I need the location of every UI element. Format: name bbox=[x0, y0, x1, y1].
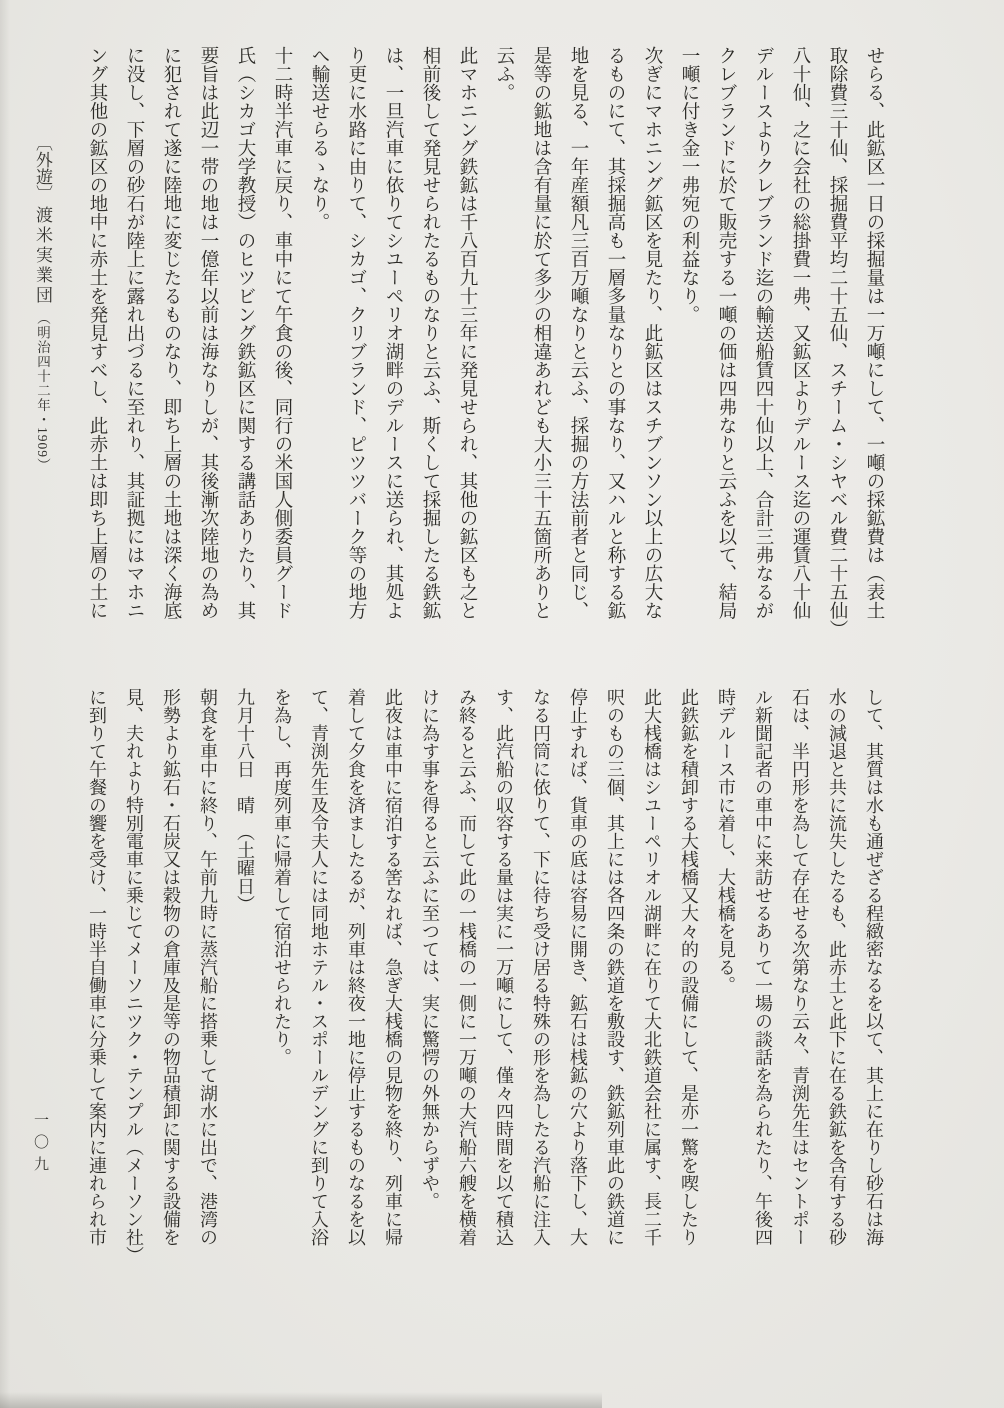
text-line: に到りて午餐の饗を受け、一時半自働車に分乗して案内に連れられ市 bbox=[87, 688, 107, 1246]
text-line: 水の減退と共に流失したるも、此赤土と此下に在る鉄鉱を含有する砂 bbox=[827, 688, 847, 1246]
text-line: 停止すれば、貨車の底は容易に開き、鉱石は桟鉱の穴より落下し、大 bbox=[568, 688, 588, 1246]
text-line: み終ると云ふ、而して此の一桟橋の一側に一万噸の大汽船六艘を横着 bbox=[457, 688, 477, 1246]
text-line: 此マホニング鉄鉱は千八百九十三年に発見せられ、其他の鉱区も之と bbox=[457, 46, 477, 620]
text-line: 相前後して発見せられたるものなりと云ふ、斯くして採掘したる鉄鉱 bbox=[420, 46, 440, 620]
bottom-text-block bbox=[78, 688, 892, 1274]
margin-label bbox=[22, 134, 62, 654]
text-line: 氏（シカゴ大学教授）のヒツビング鉄鉱区に関する講話ありたり、其 bbox=[235, 46, 255, 620]
text-line: 朝食を車中に終り、午前九時に蒸汽船に搭乗して湖水に出で、港湾の bbox=[198, 688, 218, 1246]
text-line: 取除費三十仙、採掘費平均二十五仙、スチーム・シヤベル費二十五仙） bbox=[827, 46, 847, 638]
text-line: 石は、半円形を為して存在せる次第なり云々、青渕先生はセントポー bbox=[790, 688, 810, 1246]
text-line: 要旨は此辺一帯の地は一億年以前は海なりしが、其後漸次陸地の為め bbox=[198, 46, 218, 620]
text-line: 地を見る、一年産額凡三百万噸なりと云ふ、採掘の方法前者と同じ、 bbox=[568, 46, 588, 620]
text-line: 形勢より鉱石・石炭又は穀物の倉庫及是等の物品積卸に関する設備を bbox=[161, 688, 181, 1246]
text-line: 時デルース市に着し、大桟橋を見る。 bbox=[716, 688, 736, 994]
text-line: へ輸送せらるゝなり。 bbox=[309, 46, 329, 231]
margin-book-title: 渡米実業団 bbox=[33, 206, 52, 307]
text-line: 呎のもの三個、其上には各四条の鉄道を敷設す、鉄鉱列車此の鉄道に bbox=[605, 688, 625, 1246]
top-text-block bbox=[78, 46, 892, 652]
text-line: 見、夫れより特別電車に乗じてメーソニツク・テンプル（メーソン社） bbox=[124, 688, 144, 1264]
scan-shadow-left bbox=[0, 0, 10, 1408]
text-line: 九月十八日 晴 （土曜日） bbox=[235, 688, 255, 913]
text-line: けに為す事を得ると云ふに至つては、実に驚愕の外無からずや。 bbox=[420, 688, 440, 1210]
text-line: 此鉄鉱を積卸する大桟橋又大々的の設備にして、是亦一驚を喫したり bbox=[679, 688, 699, 1246]
text-line: り更に水路に由りて、シカゴ、クリブランド、ピツツバーク等の地方 bbox=[346, 46, 366, 620]
text-line: 此夜は車中に宿泊する筈なれば、急ぎ大桟橋の見物を終り、列車に帰 bbox=[383, 688, 403, 1246]
text-line: を為し、再度列車に帰着して宿泊せられたり。 bbox=[272, 688, 292, 1066]
text-line: るものにて、其採掘高も一層多量なりとの事なり、又ハルと称する鉱 bbox=[605, 46, 625, 620]
text-line: 八十仙、之に会社の総掛費一弗、又鉱区よりデルース迄の運賃八十仙 bbox=[790, 46, 810, 620]
text-line: して、其質は水も通ぜざる程緻密なるを以て、其上に在りし砂石は海 bbox=[864, 688, 884, 1246]
scan-shadow-bottom bbox=[0, 1392, 602, 1408]
margin-category: 〔外遊〕 bbox=[33, 134, 52, 202]
text-line: は、一旦汽車に依りてシユーペリオ湖畔のデルースに送られ、其処よ bbox=[383, 46, 403, 620]
text-line: す、此汽船の収容する量は実に一万噸にして、僅々四時間を以て積込 bbox=[494, 688, 514, 1246]
text-line: 着して夕食を済ましたるが、列車は終夜一地に停止するものなるを以 bbox=[346, 688, 366, 1246]
page-number: 一〇九 bbox=[32, 1112, 48, 1178]
text-line: デルースよりクレブランド迄の輸送船賃四十仙以上、合計三弗なるが bbox=[753, 46, 773, 620]
text-line: て、青渕先生及令夫人には同地ホテル・スポールデングに到りて入浴 bbox=[309, 688, 329, 1246]
text-line: せらる、此鉱区一日の採掘量は一万噸にして、一噸の採鉱費は（表土 bbox=[864, 46, 884, 620]
text-line: 是等の鉱地は含有量に於て多少の相違あれども大小三十五箇所ありと bbox=[531, 46, 551, 620]
text-line: に没し、下層の砂石が陸上に露れ出づるに至れり、其証拠にはマホニ bbox=[124, 46, 144, 620]
text-line: に犯されて遂に陸地に変じたるものなり、即ち上層の土地は深く海底 bbox=[161, 46, 181, 620]
text-line: 云ふ。 bbox=[494, 46, 514, 102]
text-line: 此大桟橋はシユーペリオル湖畔に在りて大北鉄道会社に属す、長二千 bbox=[642, 688, 662, 1246]
text-line: ル新聞記者の車中に来訪せるありて一場の談話を為られたり、午後四 bbox=[753, 688, 773, 1246]
text-line: クレブランドに於て販売する一噸の価は四弗なりと云ふを以て、結局 bbox=[716, 46, 736, 620]
text-line: 一噸に付き金一弗宛の利益なり。 bbox=[679, 46, 699, 324]
text-line: なる円筒に依りて、下に待ち受け居る特殊の形を為したる汽船に注入 bbox=[531, 688, 551, 1246]
text-line: 十二時半汽車に戻り、車中にて午食の後、同行の米国人側委員グード bbox=[272, 46, 292, 620]
text-line: 次ぎにマホニング鉱区を見たり、此鉱区はスチブンソン以上の広大な bbox=[642, 46, 662, 620]
text-line: ング其他の鉱区の地中に赤土を発見すべし、此赤土は即ち上層の土に bbox=[87, 46, 107, 620]
margin-year: （明治四十二年・1909） bbox=[35, 310, 50, 472]
